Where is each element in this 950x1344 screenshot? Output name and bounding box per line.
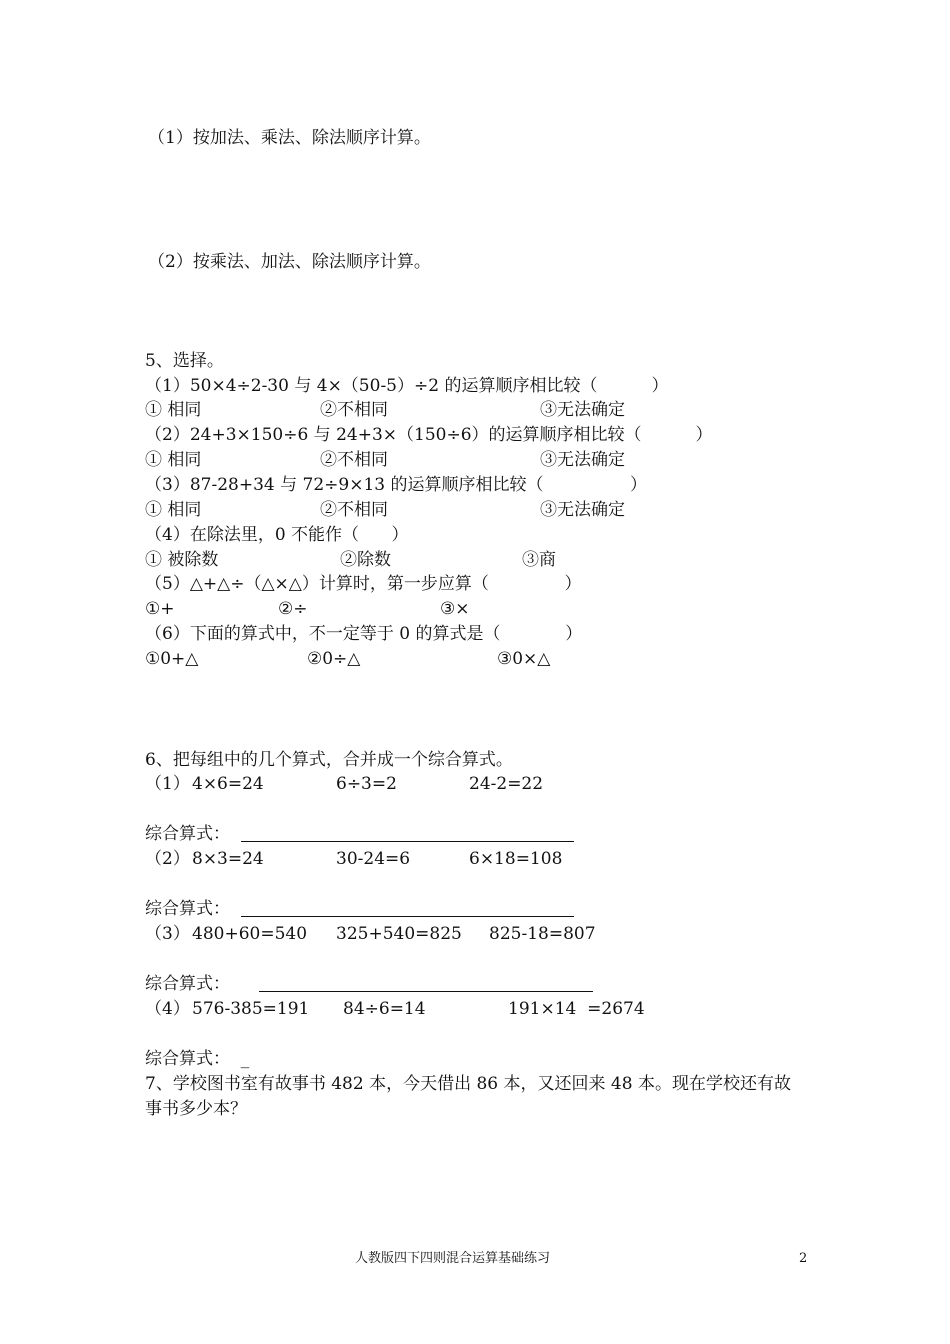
group4-eq2: 84÷6=14 bbox=[343, 999, 426, 1019]
group2-eq1: 8×3=24 bbox=[192, 849, 264, 869]
q4-option-c: ③商 bbox=[522, 550, 556, 570]
q1-option-c: ③无法确定 bbox=[540, 400, 625, 420]
group3-eq1: 480+60=540 bbox=[192, 924, 308, 944]
footer-title: 人教版四下四则混合运算基础练习 bbox=[355, 1251, 551, 1266]
group4-eq1: 576-385=191 bbox=[192, 999, 310, 1019]
group2-eq3: 6×18=108 bbox=[469, 849, 563, 869]
q2-option-b: ②不相同 bbox=[320, 450, 388, 470]
group1-answer-line[interactable] bbox=[241, 841, 574, 842]
page-number: 2 bbox=[799, 1251, 808, 1266]
q3-option-a: ① 相同 bbox=[145, 500, 202, 520]
q1-text: （1）50×4÷2-30 与 4×（50-5）÷2 的运算顺序相比较（ ） bbox=[145, 376, 669, 396]
q4-option-a: ① 被除数 bbox=[145, 550, 219, 570]
section5-title: 5、选择。 bbox=[145, 351, 224, 371]
q1-option-b: ②不相同 bbox=[320, 400, 388, 420]
group3-eq2: 325+540=825 bbox=[336, 924, 462, 944]
group3-eq3: 825-18=807 bbox=[489, 924, 596, 944]
q3-text: （3）87-28+34 与 72÷9×13 的运算顺序相比较（ ） bbox=[145, 475, 647, 495]
q5-option-b: ②÷ bbox=[278, 599, 308, 619]
q3-option-c: ③无法确定 bbox=[540, 500, 625, 520]
q6-option-b: ②0÷△ bbox=[307, 649, 361, 669]
section4-part2: （2）按乘法、加法、除法顺序计算。 bbox=[148, 252, 431, 272]
q4-text: （4）在除法里，0 不能作（ ） bbox=[145, 525, 409, 545]
group1-eq1: 4×6=24 bbox=[192, 774, 264, 794]
group3-answer-line[interactable] bbox=[259, 991, 593, 992]
q4-option-b: ②除数 bbox=[340, 550, 391, 570]
section7-line2: 事书多少本？ bbox=[145, 1099, 247, 1119]
q2-text: （2）24+3×150÷6 与 24+3×（150÷6）的运算顺序相比较（ ） bbox=[145, 425, 713, 445]
group1-eq3: 24-2=22 bbox=[469, 774, 544, 794]
q3-option-b: ②不相同 bbox=[320, 500, 388, 520]
group2-answer-label: 综合算式： bbox=[145, 899, 230, 919]
group2-answer-line[interactable] bbox=[241, 916, 574, 917]
group1-eq2: 6÷3=2 bbox=[336, 774, 397, 794]
section6-title: 6、把每组中的几个算式，合并成一个综合算式。 bbox=[145, 750, 513, 770]
q2-option-a: ① 相同 bbox=[145, 450, 202, 470]
group3-answer-label: 综合算式： bbox=[145, 974, 230, 994]
group2-eq2: 30-24=6 bbox=[336, 849, 411, 869]
group1-label: （1） bbox=[145, 774, 190, 794]
q6-option-c: ③0×△ bbox=[497, 649, 551, 669]
q1-option-a: ① 相同 bbox=[145, 400, 202, 420]
group4-label: （4） bbox=[145, 999, 190, 1019]
group4-answer-label: 综合算式： _ bbox=[145, 1049, 250, 1069]
q6-option-a: ①0+△ bbox=[145, 649, 199, 669]
group3-label: （3） bbox=[145, 924, 190, 944]
q6-text: （6）下面的算式中，不一定等于 0 的算式是（ ） bbox=[145, 624, 583, 644]
q5-option-a: ①+ bbox=[145, 599, 175, 619]
group4-eq3: 191×14 =2674 bbox=[508, 999, 645, 1019]
section7-line1: 7、学校图书室有故事书 482 本，今天借出 86 本，又还回来 48 本。现在学校还有故 bbox=[145, 1074, 791, 1094]
section4-part1: （1）按加法、乘法、除法顺序计算。 bbox=[148, 128, 431, 148]
group2-label: （2） bbox=[145, 849, 190, 869]
q5-text: （5）△+△÷（△×△）计算时，第一步应算（ ） bbox=[145, 574, 582, 594]
q5-option-c: ③× bbox=[440, 599, 470, 619]
q2-option-c: ③无法确定 bbox=[540, 450, 625, 470]
group1-answer-label: 综合算式： bbox=[145, 824, 230, 844]
